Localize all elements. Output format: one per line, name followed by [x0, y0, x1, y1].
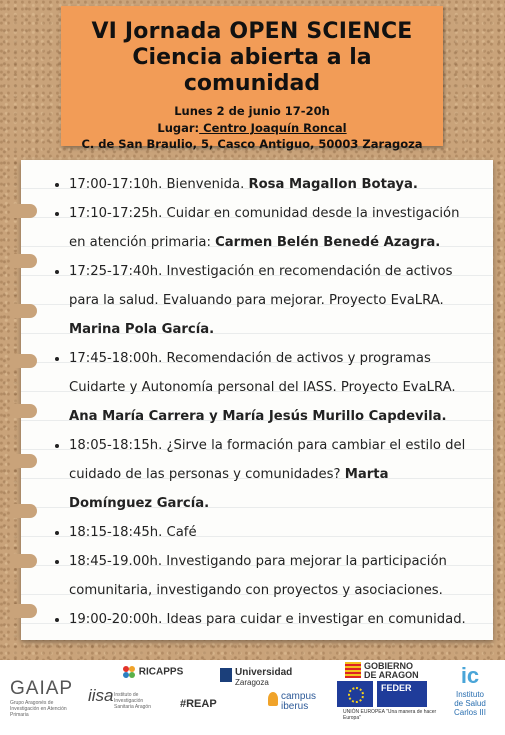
iisa-logo: iisa Instituto de Investigación Sanitaria Aragón	[88, 686, 151, 710]
unizar-icon	[220, 668, 232, 682]
agenda-sheet	[21, 160, 493, 640]
punch-hole	[11, 454, 37, 468]
punch-hole	[11, 354, 37, 368]
campus-icon	[268, 692, 278, 706]
event-place	[61, 120, 443, 136]
isciii-icon: ic	[460, 663, 480, 688]
unizar-logo: Universidad Zaragoza	[220, 668, 292, 688]
punch-hole	[11, 204, 37, 218]
notebook-holes	[21, 160, 43, 640]
gobierno-aragon-logo: GOBIERNO DE ARAGON	[345, 662, 419, 680]
agenda-item: • 18:15-18:45h. Café	[69, 518, 475, 547]
agenda-list	[51, 170, 475, 634]
eu-flag-icon	[337, 681, 373, 707]
isciii-logo: ic Instituto de Salud Carlos III	[453, 663, 486, 717]
speaker-name: Ana María Carrera y María Jesús Murillo Capdevila.	[69, 409, 447, 424]
reap-logo: #REAP	[180, 698, 217, 710]
agenda-item: • 17:25-17:40h. Investigación en recomendación de activos para la salud. Evaluando para mejorar. Proyecto EvaLRA. Marina Pola García.	[69, 257, 475, 344]
ricapps-icon	[122, 665, 136, 679]
agenda-item: • 18:05-18:15h. ¿Sirve la formación para cambiar el estilo del cuidado de las personas y comunidades? Marta Domínguez García.	[69, 431, 475, 518]
place-venue-link[interactable]: Centro Joaquín Roncal	[199, 121, 347, 135]
punch-hole	[11, 304, 37, 318]
agenda-item: • 17:00-17:10h. Bienvenida. Rosa Magallon Botaya.	[69, 170, 475, 199]
agenda-item: • 17:10-17:25h. Cuidar en comunidad desde la investigación en atención primaria: Carmen Belén Benedé Azagra.	[69, 199, 475, 257]
event-date: Lunes 2 de junio 17-20h	[174, 104, 330, 118]
event-address: C. de San Braulio, 5, Casco Antiguo, 50003 Zaragoza	[81, 137, 423, 151]
punch-hole	[11, 404, 37, 418]
speaker-name: Carmen Belén Benedé Azagra.	[215, 235, 441, 250]
agenda-item: • 19:00-20:00h. Ideas para cuidar e investigar en comunidad.	[69, 605, 475, 634]
speaker-name: Rosa Magallon Botaya.	[248, 177, 418, 192]
punch-hole	[11, 604, 37, 618]
place-label: Lugar:	[157, 121, 200, 135]
punch-hole	[11, 504, 37, 518]
eu-feder-logo: FEDER UNIÓN EUROPEA "Una manera de hacer Europa"	[337, 681, 437, 711]
agenda-item: • 17:45-18:00h. Recomendación de activos y programas Cuidarte y Autonomía personal del IASS. Proyecto EvaLRA. Ana María Carrera y María Jesús Murillo Capdevila.	[69, 344, 475, 431]
speaker-name: Marina Pola García.	[69, 322, 215, 337]
title-card	[61, 6, 443, 151]
speaker-name: Marta Domínguez García.	[69, 467, 389, 511]
punch-hole	[11, 554, 37, 568]
aragon-flag-icon	[345, 662, 361, 678]
punch-hole	[11, 254, 37, 268]
ricapps-logo: RICAPPS	[122, 665, 183, 679]
gaiap-logo: GAIAP Grupo Aragonés de Investigación en Atención Primaria	[10, 678, 74, 718]
agenda-item: • 18:45-19.00h. Investigando para mejorar la participación comunitaria, investigando con proyectos y asociaciones.	[69, 547, 475, 605]
sponsor-logos-bar	[0, 660, 505, 735]
event-subtitle: Ciencia abierta a la comunidad	[132, 45, 372, 96]
campus-iberus-logo: campus iberus	[268, 692, 316, 712]
event-title: VI Jornada OPEN SCIENCE	[91, 19, 413, 44]
